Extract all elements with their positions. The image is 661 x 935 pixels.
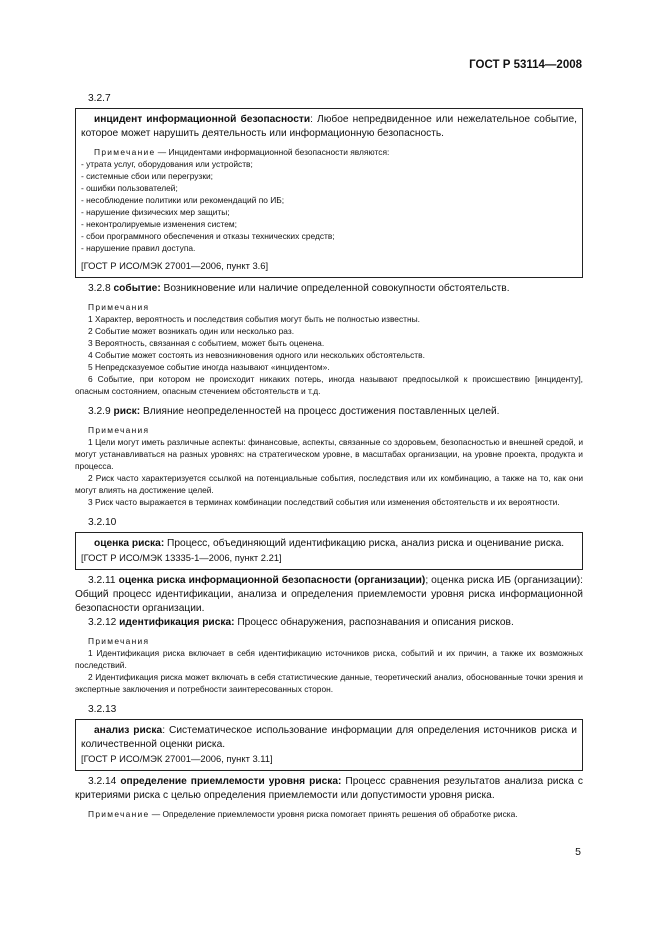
note-3-2-9-2: 2 Риск часто характеризуется ссылкой на потенциальные события, последствия или их комбинацию, а также на то, как они могут влиять на достижение целей.: [75, 473, 583, 495]
definition-3-2-9: [75, 405, 583, 419]
list-item: - сбои программного обеспечения и отказы технических средств;: [81, 231, 335, 241]
definition-text-3-2-10: Процесс, объединяющий идентификацию риска, анализ риска и оценивание риска.: [164, 538, 565, 549]
note-intro: — Инцидентами информационной безопасности являются:: [155, 147, 390, 157]
list-item: - несоблюдение политики или рекомендаций по ИБ;: [81, 195, 285, 205]
note-text: — Определение приемлемости уровня риска помогает принять решения об обработке риска.: [149, 809, 518, 819]
term-3-2-7: инцидент информационной безопасности: [94, 114, 311, 125]
entry-number-3-2-10: 3.2.10: [88, 517, 117, 528]
page-number: 5: [575, 846, 581, 858]
term-3-2-9: риск:: [113, 406, 141, 417]
list-item: - системные сбои или перегрузки;: [81, 171, 213, 181]
definition-3-2-7: [81, 113, 577, 141]
term-3-2-10: оценка риска:: [94, 538, 165, 549]
entry-number-3-2-13: 3.2.13: [88, 704, 117, 715]
note-3-2-8-2: 2 Событие может возникать один или несколько раз.: [88, 326, 295, 336]
note-3-2-8-3: 3 Вероятность, связанная с событием, может быть оценена.: [88, 338, 325, 348]
list-item: - неконтролируемые изменения систем;: [81, 219, 237, 229]
entry-box-3-2-7: [75, 108, 583, 278]
note-label: Примечание: [88, 809, 150, 819]
note-3-2-8-5: 5 Непредсказуемое событие иногда называют «инцидентом».: [88, 362, 330, 372]
definition-3-2-11: [75, 574, 583, 616]
term-3-2-12: идентификация риска:: [119, 617, 235, 628]
note-3-2-8-1: 1 Характер, вероятность и последствия события могут быть не полностью известны.: [88, 314, 420, 324]
term-3-2-13: анализ риска: [94, 725, 163, 736]
list-item: - утрата услуг, оборудования или устройств;: [81, 159, 253, 169]
page-content: [75, 92, 583, 820]
entry-box-3-2-13: [75, 719, 583, 771]
source-reference-3-2-7: [ГОСТ Р ИСО/МЭК 27001—2006, пункт 3.6]: [81, 260, 269, 271]
note-3-2-12-1: 1 Идентификация риска включает в себя идентификацию источников риска, событий и их причин, а также их возможных последствий.: [75, 648, 583, 670]
definition-3-2-10: [81, 537, 577, 551]
definition-3-2-8: [75, 282, 583, 296]
note-3-2-12-2: 2 Идентификация риска может включать в себя статистические данные, теоретический анализ, обоснованные точки зрения и экспертные заключения и потребности заинтересованных сторон.: [75, 672, 583, 694]
definition-3-2-13: [81, 724, 577, 752]
document-code: ГОСТ Р 53114—2008: [469, 59, 582, 71]
entry-number-3-2-7: 3.2.7: [88, 93, 111, 104]
notes-label-3-2-12: Примечания: [88, 636, 150, 646]
note-3-2-8-6: 6 Событие, при котором не происходит никаких потерь, иногда называют предпосылкой к происшествию [инциденту], опасным состоянием, опасным стечением обстоятельств и т.д.: [75, 374, 583, 396]
definition-text-3-2-7: : Любое непредвиденное или нежелательное событие, которое может нарушить деятельность или информационную безопасность.: [81, 114, 577, 139]
definition-3-2-12: [75, 616, 583, 630]
definition-text-3-2-9: Влияние неопределенностей на процесс достижения поставленных целей.: [140, 406, 500, 417]
note-3-2-9-3: 3 Риск часто выражается в терминах комбинации последствий события или изменения обстоятельств и их вероятности.: [88, 497, 560, 507]
note-3-2-7: [81, 146, 577, 158]
term-3-2-14: определение приемлемости уровня риска:: [120, 776, 342, 787]
note-3-2-9-1: 1 Цели могут иметь различные аспекты: финансовые, аспекты, связанные со здоровьем, безопасностью и внешней средой, и могут устанавливаться на разных уровнях: на стратегическом уровне, в масштабах организации, на уровне проекта, продукта и процесса.: [75, 437, 583, 471]
definition-text-3-2-8: Возникновение или наличие определенной совокупности обстоятельств.: [160, 283, 510, 294]
term-3-2-11: оценка риска информационной безопасности (организации): [118, 575, 426, 586]
entry-box-3-2-10: [75, 532, 583, 570]
note-label: Примечание: [94, 147, 156, 157]
definition-text-3-2-13: : Систематическое использование информации для определения источников риска и количественной оценки риска.: [81, 725, 578, 750]
source-reference-3-2-10: [ГОСТ Р ИСО/МЭК 13335-1—2006, пункт 2.21]: [81, 552, 282, 563]
entry-number-3-2-9: 3.2.9: [88, 406, 111, 417]
notes-label-3-2-9: Примечания: [88, 425, 150, 435]
definition-text-3-2-12: Процесс обнаружения, распознавания и описания рисков.: [234, 617, 514, 628]
incident-list: [81, 158, 577, 254]
entry-number-3-2-12: 3.2.12: [88, 617, 117, 628]
definition-text-3-2-11: ; оценка риска ИБ (организации): Общий процесс идентификации, анализа и определения приемлемости уровня риска информационной безопасности организации.: [75, 575, 583, 614]
list-item: - нарушение физических мер защиты;: [81, 207, 230, 217]
notes-label-3-2-8: Примечания: [88, 302, 150, 312]
list-item: - нарушение правил доступа.: [81, 243, 196, 253]
term-3-2-8: событие:: [113, 283, 161, 294]
note-3-2-8-4: 4 Событие может состоять из невозникновения одного или нескольких обстоятельств.: [88, 350, 425, 360]
entry-number-3-2-8: 3.2.8: [88, 283, 111, 294]
source-reference-3-2-13: [ГОСТ Р ИСО/МЭК 27001—2006, пункт 3.11]: [81, 753, 273, 764]
note-3-2-14: [75, 808, 583, 820]
definition-text-3-2-14: Процесс сравнения результатов анализа риска с критериями риска с целью определения приемлемости или допустимости уровня риска.: [75, 776, 583, 801]
definition-3-2-14: [75, 775, 583, 803]
entry-number-3-2-14: 3.2.14: [88, 776, 117, 787]
list-item: - ошибки пользователей;: [81, 183, 178, 193]
entry-number-3-2-11: 3.2.11: [88, 575, 116, 586]
